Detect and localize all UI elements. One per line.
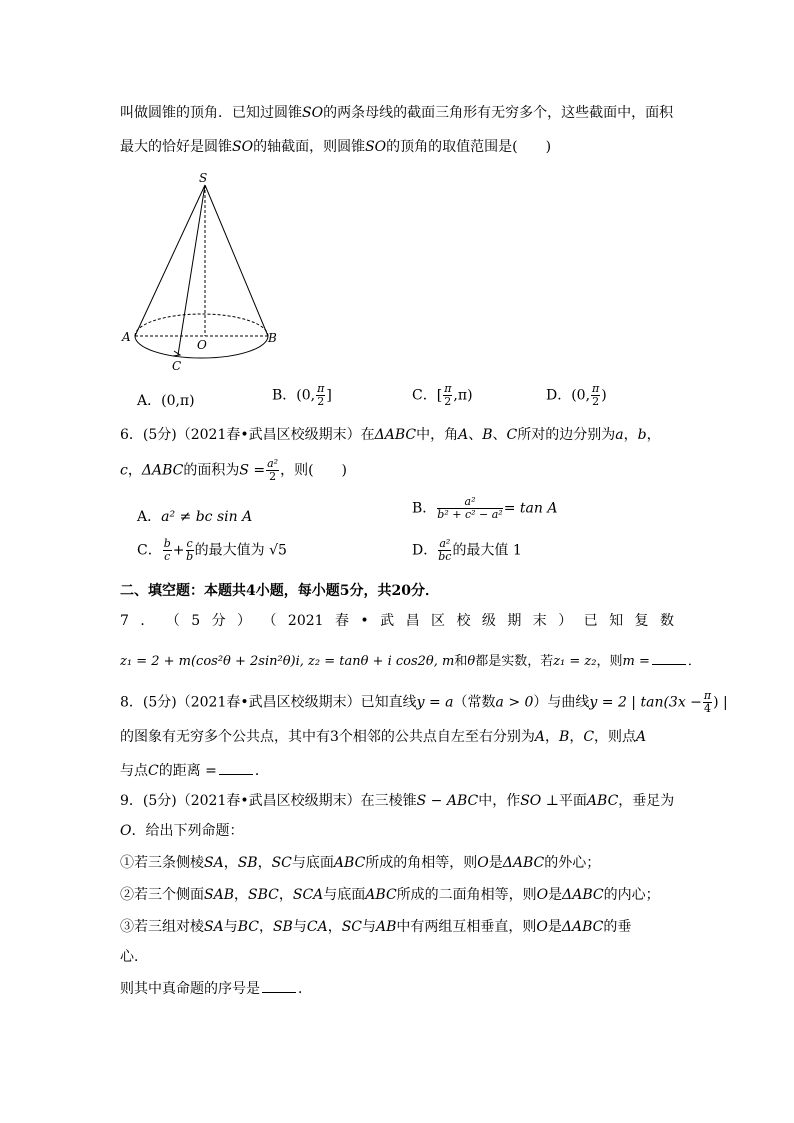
q9-prop-1: ①若三条侧棱SA，SB，SC与底面ABC所成的角相等，则O是ΔABC的外心； (120, 855, 601, 871)
q9-line-1: 9．(5分)（2021春•武昌区校级期末）在三棱锥S − ABC中，作SO ⊥平面ABC，垂足为 (120, 793, 675, 809)
q7-char: 7 (120, 613, 129, 629)
q7-char: 知 (609, 613, 624, 629)
q7-char: （ (262, 613, 277, 629)
q9-prop-3: ③若三组对棱SA与BC，SB与CA，SC与AB中有两组互相垂直，则O是ΔABC的垂 (120, 919, 632, 935)
q6-option-a[interactable]: A．a² ≠ bc sin A (137, 509, 253, 525)
label-c: C (172, 359, 182, 373)
q7-answer-blank[interactable] (652, 652, 686, 665)
cone-figure (118, 168, 288, 378)
q7-char: （ (165, 613, 180, 629)
q7-char: 分 (211, 613, 226, 629)
q7-char: 校 (456, 613, 471, 629)
q6-line-2: c，ΔABC的面积为S = $\frac{\text{a²}}{2}$ ，则( ) (120, 457, 348, 484)
q7-char: 复 (634, 613, 649, 629)
q5-option-b[interactable]: B．(0, $\frac{\pi}{2}$ ] (272, 382, 332, 409)
q5-line-1: 叫做圆锥的顶角．已知过圆锥SO的两条母线的截面三角形有无穷多个，这些截面中，面积 (120, 105, 674, 121)
q6-line-1: 6．(5分)（2021春•武昌区校级期末）在ΔABC中，角A、B、C所对的边分别为a，b， (120, 427, 661, 443)
cone-edge-sa (135, 185, 205, 336)
q9-prop-2: ②若三个侧面SAB，SBC，SCA与底面ABC所成的二面角相等，则O是ΔABC的内心； (120, 887, 660, 903)
q6-option-b[interactable]: B． $\frac{\text{a²}}{\text{b² + c² − a²}}$ = tan A (412, 495, 558, 522)
q7-char: 末 (532, 613, 547, 629)
label-a: A (122, 330, 131, 344)
q5-line-2: 最大的恰好是圆锥SO的轴截面，则圆锥SO的顶角的取值范围是( ) (120, 139, 552, 155)
q9-answer-blank[interactable] (262, 980, 296, 993)
q7-char: 已 (583, 613, 598, 629)
q7-char: ． (140, 613, 155, 629)
q7-line-1 (120, 614, 674, 628)
q9-final: 则其中真命题的序号是 ． (120, 981, 312, 997)
q7-char: 5 (191, 613, 201, 629)
cone-edge-sb (205, 185, 268, 336)
q7-char: 数 (659, 613, 674, 629)
q5-option-a[interactable]: A．(0,π) (137, 393, 195, 409)
q6-option-d[interactable]: D． $\frac{\text{a²}}{bc}$ 的最大值 1 (412, 537, 522, 564)
q7-line-2: z₁ = 2 + m(cos²θ + 2sin²θ)i, z₂ = tanθ + i cos2θ, m和θ都是实数，若z₁ = z₂，则m = ． (120, 654, 701, 669)
q5-option-d[interactable]: D．(0, $\frac{\pi}{2}$ ) (546, 382, 607, 409)
q8-answer-blank[interactable] (219, 762, 253, 775)
q7-char: 武 (380, 613, 395, 629)
label-s: S (199, 171, 208, 185)
q6-option-c[interactable]: C． $\frac{b}{c}$ + $\frac{c}{b}$ 的最大值为 √5 (137, 537, 287, 564)
q9-prop-3-cont: 心． (120, 949, 148, 965)
q7-char: 春 (334, 613, 349, 629)
section-2-title: 二、填空题：本题共4小题，每小题5分，共20分． (120, 583, 439, 599)
q5-option-c[interactable]: C．[ $\frac{\pi}{2}$ ,π) (412, 382, 473, 409)
q7-char: 期 (507, 613, 522, 629)
q7-char: ） (558, 613, 573, 629)
q7-char: • (360, 613, 369, 629)
q8-line-1: 8．(5分)（2021春•武昌区校级期末）已知直线y = a（常数a > 0）与曲线y = 2 | tan(3x − $\frac{\pi}{4}$ ) | (120, 689, 728, 716)
q7-char: 昌 (405, 613, 420, 629)
label-b: B (268, 331, 277, 345)
q7-char: 区 (431, 613, 445, 629)
label-o: O (197, 338, 207, 352)
q8-line-3: 与点C的距离 = ． (120, 763, 269, 779)
cone-edge-sc (178, 185, 205, 355)
cone-base-back (135, 314, 268, 336)
q9-line-2: O．给出下列命题： (120, 823, 244, 839)
q7-char: ） (237, 613, 252, 629)
q7-char: 2021 (287, 613, 324, 629)
q8-line-2: 的图象有无穷多个公共点，其中有3个相邻的公共点自左至右分别为A，B，C，则点A (120, 729, 647, 745)
q7-char: 级 (481, 613, 496, 629)
